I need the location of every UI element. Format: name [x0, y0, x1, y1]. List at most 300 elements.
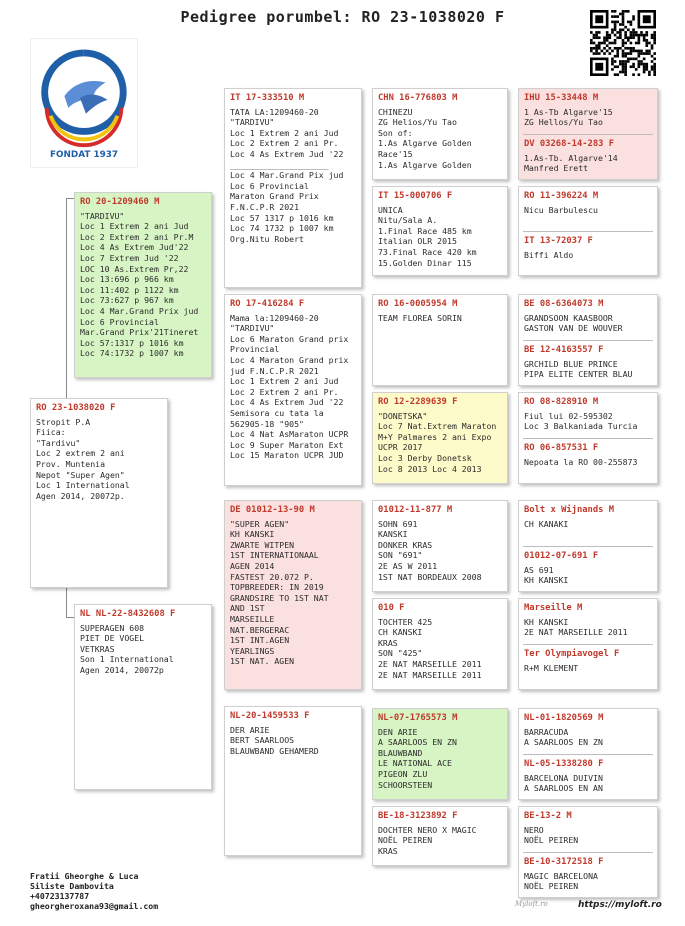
qr-module	[614, 73, 617, 76]
gen3-details: TEAM FLOREA SORIN	[378, 312, 462, 323]
gen4-details: KH KANSKI 2E NAT MARSEILLE 2011	[524, 616, 628, 638]
qr-module	[624, 68, 627, 71]
qr-module	[622, 42, 625, 45]
qr-module	[651, 55, 654, 58]
qr-module	[630, 31, 633, 34]
qr-module	[622, 13, 625, 16]
gen4-details: NERO NOËL PEIREN	[524, 824, 579, 846]
qr-module	[648, 71, 651, 74]
qr-module	[643, 39, 646, 42]
gen4-pair-card	[518, 708, 658, 800]
qr-module	[622, 55, 625, 58]
qr-module	[653, 58, 656, 61]
qr-module	[630, 58, 633, 61]
qr-module	[614, 55, 617, 58]
qr-module	[619, 71, 622, 74]
qr-module	[598, 36, 601, 39]
gen4-pair-card	[518, 88, 658, 180]
gen3-ring: 010 F	[378, 603, 405, 613]
qr-module	[645, 68, 648, 71]
qr-module	[653, 42, 656, 45]
qr-module	[603, 42, 606, 45]
gen3-details: DEN ARIE A SAARLOOS EN ZN BLAUWBAND LE NATIONAL ACE PIGEON ZLU SCHOORSTEEN	[378, 726, 457, 790]
gen4-ring: NL-01-1820569 M	[524, 713, 604, 723]
qr-module	[616, 73, 619, 76]
qr-module	[595, 36, 598, 39]
gen3-details: CHINEZU ZG Helios/Yu Tao Son of: 1.As Algarve Golden Race'15 1.As Algarve Golden	[378, 106, 472, 170]
qr-module	[640, 60, 643, 63]
qr-module	[627, 28, 630, 31]
qr-module	[593, 34, 596, 37]
qr-module	[638, 50, 641, 53]
gen4-ring: NL-05-1338280 F	[524, 759, 604, 769]
qr-module	[653, 34, 656, 37]
qr-module	[601, 42, 604, 45]
qr-module	[622, 23, 625, 26]
qr-module	[616, 31, 619, 34]
qr-module	[595, 15, 603, 23]
gen4-ring: DV 03268-14-283 F	[524, 139, 615, 149]
qr-module	[645, 63, 648, 66]
owner-phone[interactable]: +40723137787	[30, 891, 90, 901]
gen3-card	[372, 88, 508, 180]
qr-module	[624, 52, 627, 55]
qr-module	[608, 34, 611, 37]
qr-module	[619, 36, 622, 39]
qr-module	[627, 60, 630, 63]
gen4-ring: Bolt x Wijnands M	[524, 505, 615, 515]
gen3-ring: IT 15-000706 F	[378, 191, 453, 201]
gen3-card	[372, 598, 508, 690]
qr-module	[622, 21, 625, 24]
qr-module	[643, 15, 651, 23]
gen4-ring: RO 06-857531 F	[524, 443, 599, 453]
page-title: Pedigree porumbel: RO 23-1038020 F	[180, 8, 505, 26]
qr-module	[611, 28, 614, 31]
qr-module	[632, 28, 635, 31]
site-link[interactable]: https://myloft.ro	[578, 900, 662, 910]
qr-module	[651, 68, 654, 71]
qr-module	[601, 50, 604, 53]
qr-module	[616, 55, 619, 58]
qr-module	[616, 50, 619, 53]
qr-module	[627, 52, 630, 55]
qr-module	[611, 60, 614, 63]
qr-module	[645, 52, 648, 55]
qr-module	[645, 42, 648, 45]
gen3-ring: 01012-11-877 M	[378, 505, 453, 515]
gen4-details: Biffi Aldo	[524, 249, 574, 260]
subject-ring: RO 23-1038020 F	[36, 403, 116, 413]
gen4-ring: Ter Olympiavogel F	[524, 649, 620, 659]
gen3-ring: BE-18-3123892 F	[378, 811, 458, 821]
gen4-details: AS 691 KH KANSKI	[524, 564, 569, 586]
dam-details: SUPERAGEN 608 PIET DE VOGEL VETKRAS Son 1 International Agen 2014, 20072p	[80, 622, 174, 675]
qr-module	[632, 47, 635, 50]
gen2-details: DER ARIE BERT SAARLOOS BLAUWBAND GEHAMERD	[230, 724, 319, 756]
qr-module	[611, 21, 614, 24]
qr-module	[603, 36, 606, 39]
qr-module	[630, 50, 633, 53]
qr-module	[651, 47, 654, 50]
qr-module	[614, 26, 617, 29]
qr-module	[630, 34, 633, 37]
qr-module	[632, 73, 635, 76]
qr-module	[616, 65, 619, 68]
qr-module	[595, 63, 603, 71]
qr-module	[614, 60, 617, 63]
qr-module	[624, 63, 627, 66]
qr-module	[611, 15, 614, 18]
qr-module	[638, 63, 641, 66]
gen4-details: CH KANAKI	[524, 518, 569, 529]
subject-details: Stropit P.A Fiica: "Tardivu" Loc 2 extrem 2 ani Prov. Muntenia Nepot "Super Agen" Loc 1 International Agen 2014, 20072p.	[36, 416, 130, 501]
gen4-pair-card	[518, 294, 658, 386]
qr-module	[645, 65, 648, 68]
gen4-details: R+M KLEMENT	[524, 662, 579, 673]
qr-module	[638, 60, 641, 63]
qr-module	[616, 15, 619, 18]
qr-module	[635, 68, 638, 71]
granddam-maternal-card	[224, 706, 362, 856]
qr-module	[595, 31, 598, 34]
qr-module	[616, 47, 619, 50]
qr-module	[614, 47, 617, 50]
gen4-ring: BE 08-6364073 M	[524, 299, 604, 309]
qr-module	[632, 58, 635, 61]
owner-name: Fratii Gheorghe & Luca	[30, 871, 139, 881]
qr-module	[622, 60, 625, 63]
qr-module	[606, 50, 609, 53]
qr-module	[632, 50, 635, 53]
qr-module	[606, 39, 609, 42]
qr-module	[595, 52, 598, 55]
qr-module	[640, 52, 643, 55]
qr-module	[643, 68, 646, 71]
gen4-details: Nepoata la RO 00-255873	[524, 456, 638, 467]
qr-module	[590, 39, 593, 42]
qr-module	[622, 28, 625, 31]
qr-module	[622, 44, 625, 47]
qr-module	[622, 15, 625, 18]
qr-module	[624, 31, 627, 34]
qr-module	[640, 31, 643, 34]
gen4-ring: RO 08-828910 M	[524, 397, 599, 407]
gen4-details: 1.As-Tb. Algarve'14 Manfred Erett	[524, 152, 618, 174]
gen2-ring: NL-20-1459533 F	[230, 711, 310, 721]
gen3-card	[372, 500, 508, 592]
qr-module	[627, 21, 630, 24]
qr-module	[590, 42, 593, 45]
qr-module	[651, 34, 654, 37]
qr-module	[630, 23, 633, 26]
qr-module	[648, 42, 651, 45]
qr-module	[653, 52, 656, 55]
gen3-details: "DONETSKA" Loc 7 Nat.Extrem Maraton M+Y Palmares 2 ani Expo UCPR 2017 Loc 3 Derby Donetsk Loc 8 2013 Loc 4 2013	[378, 410, 497, 474]
gen4-ring: IT 13-72037 F	[524, 236, 593, 246]
gen4-ring: Marseille M	[524, 603, 583, 613]
qr-module	[624, 10, 627, 13]
qr-module	[611, 50, 614, 53]
qr-module	[606, 31, 609, 34]
gen3-card	[372, 392, 508, 484]
qr-module	[624, 65, 627, 68]
sire-details: "TARDIVU" Loc 1 Extrem 2 ani Jud Loc 2 Extrem 2 ani Pr.M Loc 4 As Extrem Jud'22 Loc 7 Extrem Jud '22 LOC 10 As.Extrem Pr,22 Loc 13:696 p 966 km Loc 11:402 p 1122 km Loc 73:627 p 967 km Loc 4 Mar.Grand Prix jud Loc 6 Provincial Mar.Grand Prix'21Tineret Loc 57:1317 p 1016 km Loc 74:1732 p 1007 km	[80, 210, 199, 359]
qr-module	[627, 39, 630, 42]
qr-module	[648, 52, 651, 55]
qr-module	[640, 50, 643, 53]
qr-module	[653, 36, 656, 39]
qr-module	[622, 68, 625, 71]
gen3-card	[372, 708, 508, 800]
qr-module	[619, 63, 622, 66]
gen3-ring: RO 12-2289639 F	[378, 397, 458, 407]
qr-module	[598, 52, 601, 55]
qr-module	[614, 10, 617, 13]
qr-module	[643, 36, 646, 39]
qr-module	[638, 55, 641, 58]
qr-module	[624, 47, 627, 50]
qr-module	[640, 34, 643, 37]
gen4-pair-card	[518, 598, 658, 690]
qr-module	[638, 65, 641, 68]
qr-module	[590, 50, 593, 53]
qr-module	[640, 63, 643, 66]
qr-module	[635, 34, 638, 37]
qr-module	[638, 39, 641, 42]
qr-module	[648, 50, 651, 53]
gen4-ring: RO 11-396224 M	[524, 191, 599, 201]
qr-code	[590, 10, 656, 76]
qr-module	[619, 60, 622, 63]
qr-module	[653, 39, 656, 42]
qr-module	[593, 47, 596, 50]
gen4-details: BARCELONA DUIVIN A SAARLOOS EN AN	[524, 772, 603, 794]
qr-module	[651, 60, 654, 63]
gen2-details: "SUPER AGEN" KH KANSKI ZWARTE WITPEN 1ST INTERNATIONAAL AGEN 2014 FASTEST 20.072 P. TOPBREEDER: IN 2019 GRANDSIRE TO 1ST NAT AND 1ST MARSEILLE NAT.BERGERAC 1ST INT.AGEN YEARLINGS 1ST NAT. AGEN	[230, 518, 329, 667]
qr-module	[614, 34, 617, 37]
qr-module	[624, 34, 627, 37]
qr-module	[614, 21, 617, 24]
founded-text: FONDAT 1937	[49, 149, 119, 160]
qr-module	[627, 58, 630, 61]
qr-module	[624, 26, 627, 29]
qr-module	[622, 71, 625, 74]
qr-module	[624, 42, 627, 45]
gen4-pair-card	[518, 186, 658, 276]
qr-module	[603, 39, 606, 42]
qr-module	[651, 65, 654, 68]
gen4-pair-card	[518, 392, 658, 484]
owner-email[interactable]: gheorgheroxana93@gmail.com	[30, 901, 159, 911]
qr-module	[630, 52, 633, 55]
gen3-ring: RO 16-0005954 M	[378, 299, 458, 309]
qr-module	[632, 34, 635, 37]
qr-module	[598, 44, 601, 47]
gen4-details: GRANDSOON KAASBOOR GASTON VAN DE WOUVER	[524, 312, 623, 334]
qr-module	[643, 71, 646, 74]
qr-module	[645, 44, 648, 47]
qr-module	[632, 65, 635, 68]
gen3-ring: NL-07-1765573 M	[378, 713, 458, 723]
qr-module	[624, 71, 627, 74]
qr-module	[593, 36, 596, 39]
qr-module	[614, 65, 617, 68]
qr-module	[643, 58, 646, 61]
qr-module	[638, 73, 641, 76]
gen4-details: Fiul lui 02-595302 Loc 3 Balkaniada Turcia	[524, 410, 638, 432]
qr-module	[611, 68, 614, 71]
gen4-details: MAGIC BARCELONA NOËL PEIREN	[524, 870, 598, 892]
qr-module	[630, 65, 633, 68]
qr-module	[635, 50, 638, 53]
qr-module	[598, 47, 601, 50]
qr-module	[614, 23, 617, 26]
qr-module	[598, 42, 601, 45]
qr-module	[632, 18, 635, 21]
qr-module	[632, 31, 635, 34]
qr-module	[622, 10, 625, 13]
gen4-details: 1 As-Tb Algarve'15 ZG Hellos/Yu Tao	[524, 106, 613, 128]
granddam-paternal-card	[224, 294, 362, 486]
qr-module	[622, 52, 625, 55]
qr-module	[627, 10, 630, 13]
qr-module	[632, 15, 635, 18]
qr-module	[635, 42, 638, 45]
gen4-pair-card	[518, 500, 658, 592]
gen4-details: BARRACUDA A SAARLOOS EN ZN	[524, 726, 603, 748]
qr-module	[638, 42, 641, 45]
qr-module	[608, 52, 611, 55]
qr-module	[627, 36, 630, 39]
qr-module	[598, 31, 601, 34]
qr-module	[630, 36, 633, 39]
qr-module	[593, 42, 596, 45]
qr-module	[630, 21, 633, 24]
qr-module	[614, 39, 617, 42]
qr-module	[595, 50, 598, 53]
qr-module	[595, 47, 598, 50]
gen2-ring: IT 17-333510 M	[230, 93, 305, 103]
gen4-details: GRCHILD BLUE PRINCE PIPA ELITE CENTER BLAU	[524, 358, 633, 380]
qr-module	[611, 58, 614, 61]
qr-module	[643, 65, 646, 68]
qr-module	[630, 42, 633, 45]
qr-module	[643, 34, 646, 37]
qr-module	[603, 47, 606, 50]
qr-module	[645, 39, 648, 42]
qr-module	[622, 63, 625, 66]
qr-module	[651, 36, 654, 39]
gen4-ring: BE-10-3172518 F	[524, 857, 604, 867]
qr-module	[616, 52, 619, 55]
qr-module	[593, 52, 596, 55]
qr-module	[632, 63, 635, 66]
gen3-details: SOHN 691 KANSKI DONKER KRAS SON "691" 2E AS W 2011 1ST NAT BORDEAUX 2008	[378, 518, 482, 582]
qr-module	[645, 50, 648, 53]
qr-module	[653, 71, 656, 74]
qr-module	[616, 21, 619, 24]
gen4-ring: 01012-07-691 F	[524, 551, 599, 561]
owner-info	[30, 871, 158, 911]
qr-module	[653, 65, 656, 68]
gen4-pair-card	[518, 806, 658, 898]
qr-module	[614, 15, 617, 18]
qr-module	[651, 44, 654, 47]
subject-card	[30, 398, 168, 588]
qr-module	[608, 47, 611, 50]
sire-ring: RO 20-1209460 M	[80, 197, 160, 207]
gen4-ring: BE 12-4163557 F	[524, 345, 604, 355]
qr-module	[590, 31, 593, 34]
qr-module	[638, 34, 641, 37]
dam-ring: NL NL-22-8432608 F	[80, 609, 176, 619]
qr-module	[643, 63, 646, 66]
gen4-ring: BE-13-2 M	[524, 811, 572, 821]
grandsire-paternal-card	[224, 88, 362, 288]
owner-location: Siliste Dambovita	[30, 881, 114, 891]
dam-card	[74, 604, 212, 790]
gen2-details: TATA LA:1209460-20 "TARDIVU" Loc 1 Extrem 2 ani Jud Loc 2 Extrem 2 ani Pr. Loc 4 As Extrem Jud '22 ____________________ Loc 4 Mar.Grand Pix jud Loc 6 Provincial Maraton Grand Prix F.N.C.P.R 2021 Loc 57 1317 p 1016 km Loc 74 1732 p 1007 km Org.Nitu Robert	[230, 106, 344, 244]
qr-module	[653, 31, 656, 34]
qr-module	[603, 52, 606, 55]
qr-module	[624, 36, 627, 39]
qr-module	[619, 28, 622, 31]
qr-module	[606, 44, 609, 47]
qr-module	[611, 42, 614, 45]
qr-module	[648, 73, 651, 76]
qr-module	[622, 18, 625, 21]
qr-module	[635, 58, 638, 61]
qr-module	[638, 52, 641, 55]
gen2-ring: DE 01012-13-90 M	[230, 505, 315, 515]
qr-module	[606, 34, 609, 37]
qr-module	[622, 39, 625, 42]
qr-module	[653, 68, 656, 71]
qr-module	[645, 34, 648, 37]
qr-module	[595, 44, 598, 47]
gen3-card	[372, 806, 508, 866]
gen3-details: TOCHTER 425 CH KANSKI KRAS SON "425" 2E NAT MARSEILLE 2011 2E NAT MARSEILLE 2011	[378, 616, 482, 680]
qr-module	[653, 73, 656, 76]
qr-module	[611, 31, 614, 34]
qr-module	[622, 65, 625, 68]
qr-module	[606, 36, 609, 39]
qr-module	[624, 60, 627, 63]
gen2-details: Mama la:1209460-20 "TARDIVU" Loc 6 Maraton Grand prix Provincial Loc 4 Maraton Grand prix jud F.N.C.P.R 2021 Loc 1 Extrem 2 ani Jud Loc 2 Extrem 2 ani Pr. Loc 4 As Extrem Jud '22 Semisora cu tata la 562905-18 "905" Loc 4 Nat AsMaraton UCPR Loc 9 Super Maraton Ext Loc 15 Maraton UCPR JUD	[230, 312, 349, 461]
gen3-details: UNICA Nitu/Sala A. 1.Final Race 485 km Italian OLR 2015 73.Final Race 420 km 15.Golden Dinar 115	[378, 204, 477, 268]
qr-module	[645, 31, 648, 34]
grandsire-maternal-card	[224, 500, 362, 690]
qr-module	[608, 36, 611, 39]
qr-module	[619, 47, 622, 50]
gen3-ring: CHN 16-776803 M	[378, 93, 458, 103]
qr-module	[619, 23, 622, 26]
qr-module	[619, 13, 622, 16]
qr-module	[611, 10, 614, 13]
qr-module	[624, 73, 627, 76]
gen3-card	[372, 294, 508, 386]
qr-module	[608, 42, 611, 45]
qr-module	[590, 47, 593, 50]
qr-module	[614, 42, 617, 45]
qr-module	[595, 34, 598, 37]
gen3-details: DOCHTER NERO X MAGIC NOËL PEIREN KRAS	[378, 824, 477, 856]
qr-module	[638, 36, 641, 39]
qr-module	[627, 47, 630, 50]
qr-module	[653, 63, 656, 66]
qr-module	[614, 28, 617, 31]
